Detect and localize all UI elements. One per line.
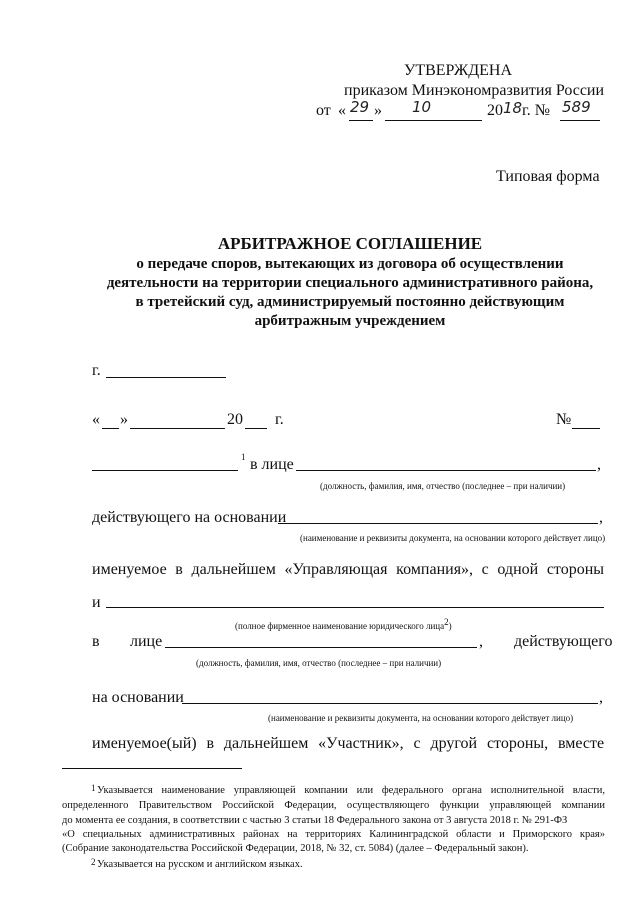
number-sign: № xyxy=(556,411,572,428)
word: «Управляющая xyxy=(284,561,388,578)
approval-title: УТВЕРЖДЕНА xyxy=(404,62,513,79)
company-basis-field[interactable] xyxy=(278,523,598,524)
approval-quote-close: » xyxy=(374,102,382,119)
company-representative-field[interactable] xyxy=(296,470,596,471)
company-name-field[interactable] xyxy=(92,470,238,471)
word: «Участник», xyxy=(318,735,404,752)
person-label: лице xyxy=(130,633,163,650)
and-label: и xyxy=(92,594,101,611)
approval-number-handwritten: 589 xyxy=(562,98,591,116)
city-field[interactable] xyxy=(106,377,226,378)
document-title: АРБИТРАЖНОЕ СОГЛАШЕНИЕ xyxy=(217,234,483,253)
footnote-1-line-3: до момента ее создания, в соответствии с частью 3 статьи 18 Федерального закона от 3 августа 2018 г. № 291-ФЗ xyxy=(62,815,568,826)
acting-on-basis-label: действующего на основании xyxy=(92,509,287,526)
approval-number-underline xyxy=(560,120,600,121)
comma-4: , xyxy=(599,689,603,706)
approval-day-underline xyxy=(349,120,373,121)
word: компания», xyxy=(396,561,474,578)
date-quote-open: « xyxy=(92,411,100,428)
in-label: в xyxy=(92,633,100,650)
word: с xyxy=(413,735,421,752)
date-year-suffix: г. xyxy=(275,411,284,428)
word: именуемое xyxy=(92,561,167,578)
footnote-separator xyxy=(62,768,242,769)
caption-legal-entity xyxy=(235,617,452,631)
date-day-field[interactable] xyxy=(102,428,119,429)
footnote-ref-2: 2 xyxy=(444,617,449,627)
heading-line-2: деятельности на территории специального административного района, xyxy=(106,275,594,291)
caption-document-2: (наименование и реквизиты документа, на основании которого действует лицо) xyxy=(268,713,574,723)
date-year-prefix: 20 xyxy=(227,411,243,428)
footnote-1-line-5: (Собрание законодательства Российской Федерации, 2018, № 32, ст. 5084) (далее – Федеральный закон). xyxy=(62,843,529,854)
footnote-1-line-1: Указывается наименование управляющей компании или федерального органа исполнительной власти, xyxy=(97,785,605,796)
approval-year-handwritten: 18 xyxy=(503,99,523,117)
in-person-label: в лице xyxy=(250,456,294,473)
hereinafter-company-line xyxy=(92,561,604,579)
city-prefix: г. xyxy=(92,362,101,379)
word: в xyxy=(175,561,183,578)
heading-line-4: арбитражным учреждением xyxy=(254,313,446,329)
word: стороны, xyxy=(486,735,549,752)
word: именуемое(ый) xyxy=(92,735,197,752)
approval-day-handwritten: 29 xyxy=(350,98,370,116)
hereinafter-participant-line xyxy=(92,735,604,753)
word: дальнейшем xyxy=(223,735,309,752)
date-quote-close: » xyxy=(120,411,128,428)
heading-line-1: о передаче споров, вытекающих из договора об осуществлении xyxy=(136,256,564,272)
caption-document-1: (наименование и реквизиты документа, на основании которого действует лицо) xyxy=(300,533,606,543)
word: вместе xyxy=(557,735,605,752)
word: стороны xyxy=(546,561,605,578)
approval-month-underline xyxy=(385,120,482,121)
date-month-field[interactable] xyxy=(130,428,225,429)
approval-year-suffix: г. № xyxy=(522,102,551,119)
participant-representative-field[interactable] xyxy=(165,647,477,648)
approval-year-prefix: 20 xyxy=(487,102,503,119)
number-field[interactable] xyxy=(572,428,600,429)
word: дальнейшем xyxy=(191,561,276,578)
acting-label: действующего xyxy=(514,633,613,650)
footnote-2-text: Указывается на русском и английском языках. xyxy=(97,859,303,870)
word: одной xyxy=(497,561,539,578)
footnote-ref-1: 1 xyxy=(241,452,246,462)
caption-position-1: (должность, фамилия, имя, отчество (последнее – при наличии) xyxy=(320,481,566,491)
comma-1: , xyxy=(597,456,601,473)
participant-name-field[interactable] xyxy=(106,607,604,608)
footnote-1-line-4: «О специальных административных районах на территориях Калининградской области и Приморского края» xyxy=(62,829,605,840)
form-type-label: Типовая форма xyxy=(496,168,600,185)
footnote-1-mark: 1 xyxy=(91,783,96,793)
comma-3: , xyxy=(479,633,483,650)
approval-month-handwritten: 10 xyxy=(412,98,432,116)
on-basis-label: на основании xyxy=(92,689,184,706)
footnote-2-mark: 2 xyxy=(91,857,96,867)
comma-2: , xyxy=(599,509,603,526)
word: в xyxy=(206,735,215,752)
date-year-field[interactable] xyxy=(245,428,267,429)
caption-position-2: (должность, фамилия, имя, отчество (последнее – при наличии) xyxy=(196,658,442,668)
heading-line-3: в третейский суд, администрируемый постоянно действующим xyxy=(135,294,565,310)
approval-date-from: от xyxy=(316,102,331,119)
approval-quote-open: « xyxy=(338,102,346,119)
caption-legal-entity-text: (полное фирменное наименование юридического лица xyxy=(235,621,445,631)
word: с xyxy=(481,561,489,578)
word: другой xyxy=(430,735,478,752)
footnote-1-line-2: определенного Правительством Российской Федерации, осуществляющего функции управляющей компании xyxy=(62,800,605,811)
caption-legal-close: ) xyxy=(448,621,452,631)
approval-order-line: приказом Минэкономразвития России xyxy=(344,82,605,99)
participant-basis-field[interactable] xyxy=(182,703,598,704)
